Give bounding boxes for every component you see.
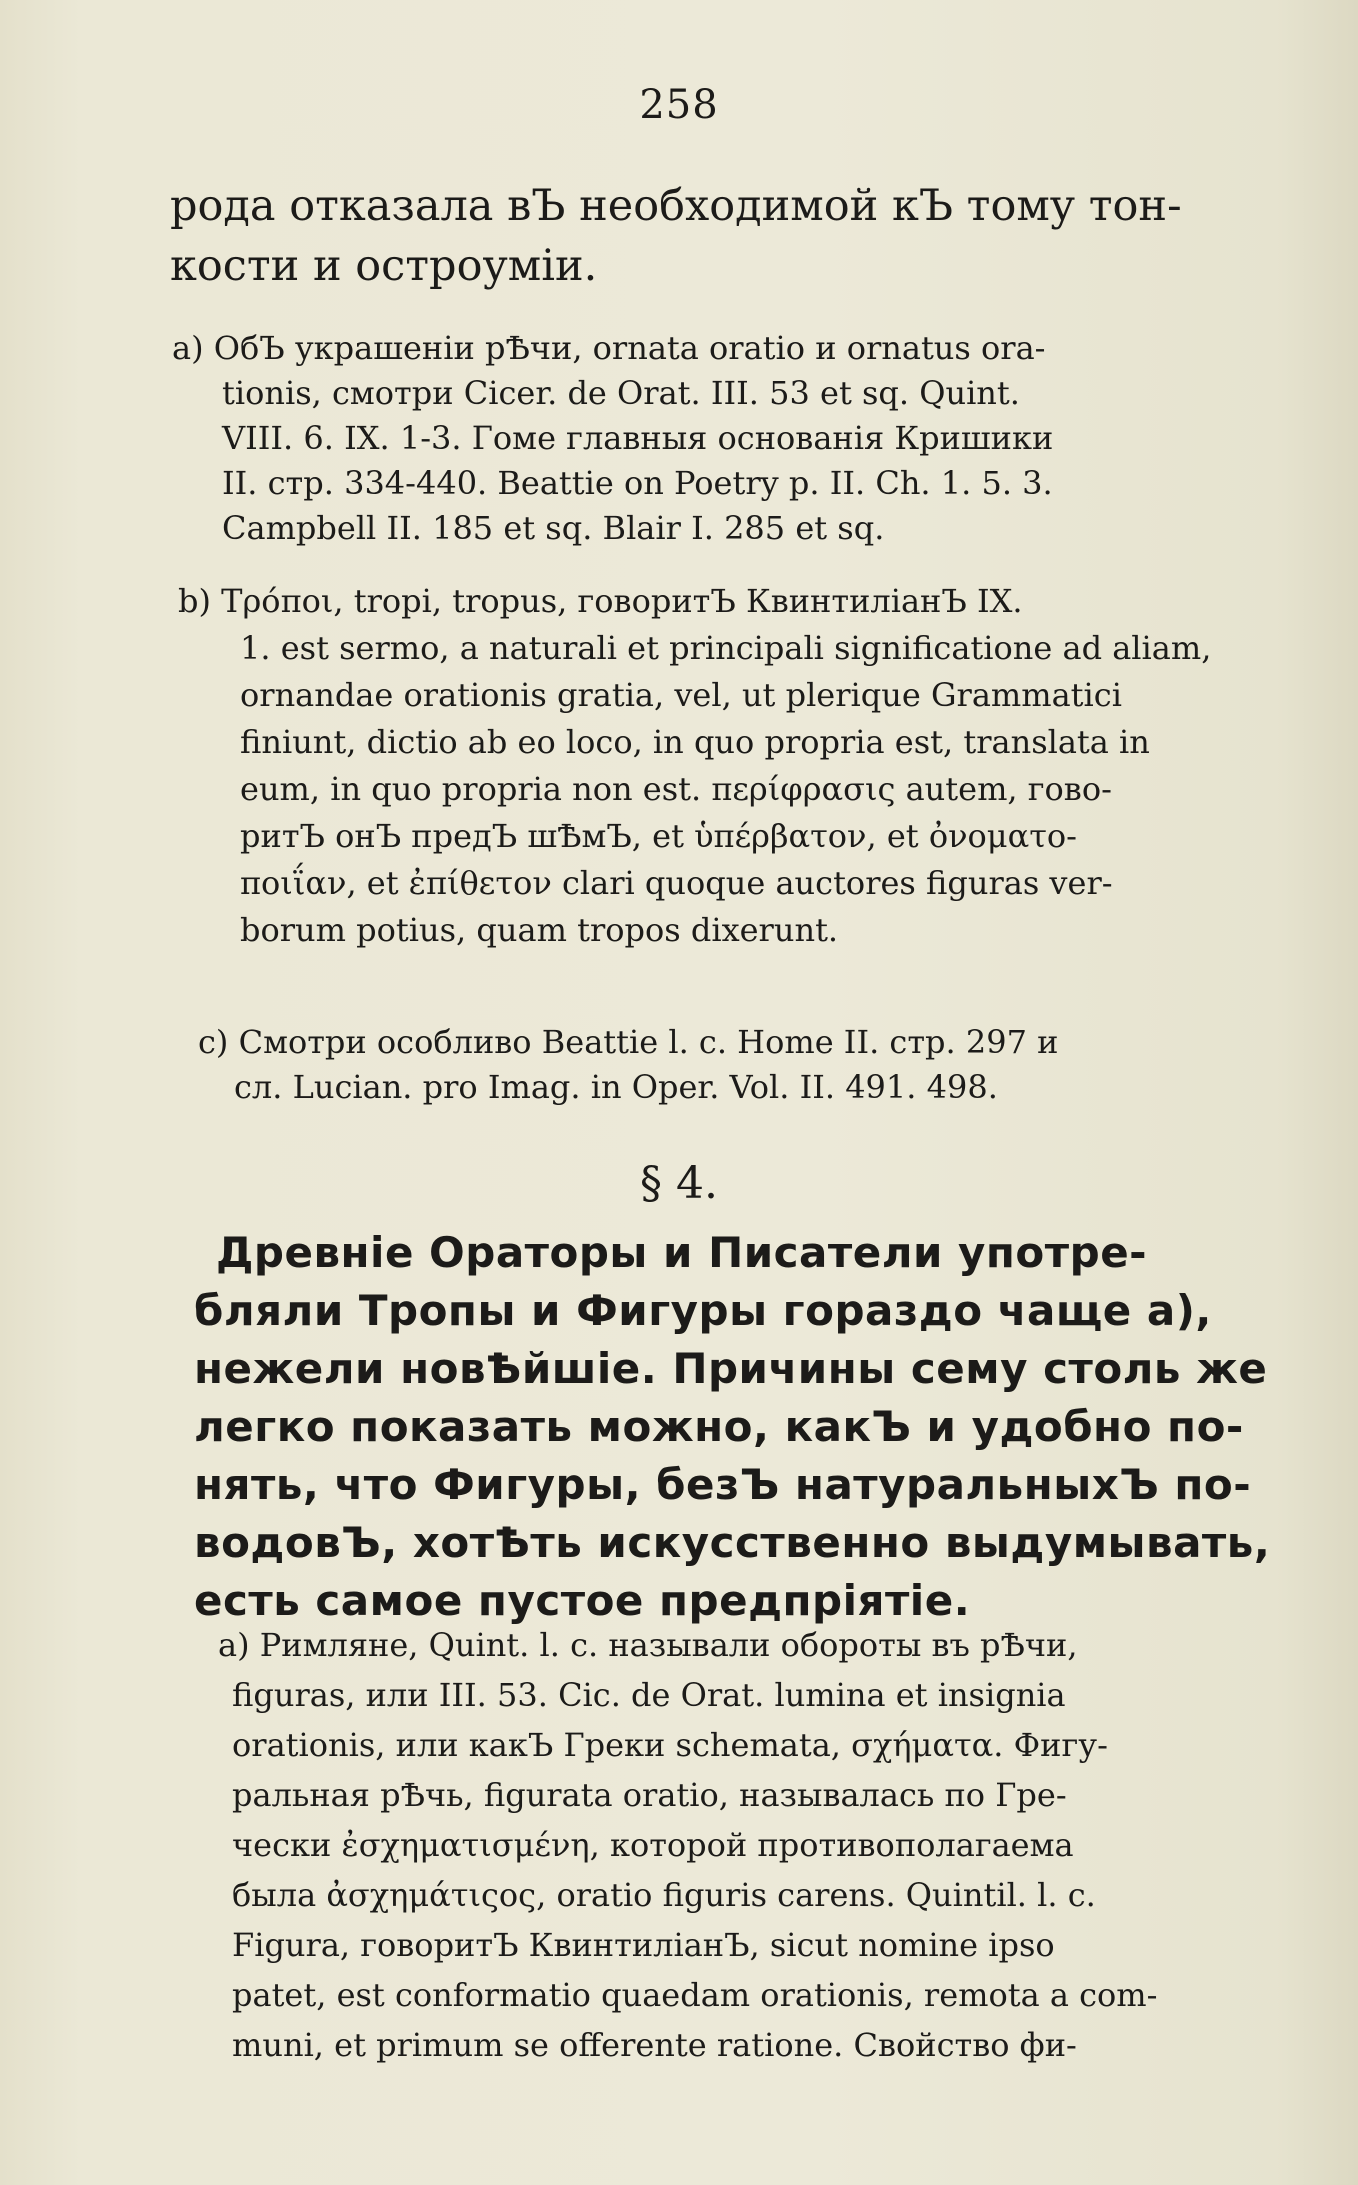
footnote-line: 1. est sermo, a naturali et principali significatione ad aliam, xyxy=(240,629,1212,667)
main-paragraph xyxy=(194,1224,1271,1630)
footnote-c xyxy=(198,1020,1058,1110)
footnote-line: чески ἐσχηματισμένη, которой противополагаема xyxy=(232,1826,1074,1864)
footnote-line: Campbell II. 185 et sq. Blair I. 285 et sq. xyxy=(222,509,885,547)
intro-text xyxy=(170,176,1182,296)
footnote-line: ральная рѢчь, figurata oratio, называлась по Гре- xyxy=(232,1776,1067,1814)
paragraph-line: есть самое пустое предпрiятiе. xyxy=(194,1576,971,1625)
footnote-line: orationis, или какЪ Греки schemata, σχήματα. Фигу- xyxy=(232,1726,1108,1764)
footnote-line: a) Римляне, Quint. l. c. называли обороты въ рѢчи, xyxy=(218,1626,1078,1664)
paragraph-line: нять, что Фигуры, безЪ натуральныхЪ по- xyxy=(194,1460,1252,1509)
footnote-line: a) ОбЪ украшенiи рѢчи, ornata oratio и ornatus ora- xyxy=(172,329,1046,367)
footnote-line: b) Τρόποι, tropi, tropus, говоритЪ КвинтилiанЪ IX. xyxy=(178,582,1023,620)
paragraph-line: водовЪ, хотѢть искусственно выдумывать, xyxy=(194,1518,1271,1567)
footnote-line: eum, in quo propria non est. περίφρασις autem, гово- xyxy=(240,770,1112,808)
footnote-line: сл. Lucian. pro Imag. in Oper. Vol. II. 491. 498. xyxy=(234,1068,998,1106)
footnote-line: patet, est conformatio quaedam orationis, remota a com- xyxy=(232,1976,1158,2014)
footnote-line: была ἀσχημάτιςος, oratio figuris carens. Quintil. l. c. xyxy=(232,1876,1096,1914)
footnote-b xyxy=(178,578,1211,954)
footnote-a xyxy=(172,326,1053,551)
footnote-line: VIII. 6. IX. 1-3. Гоме главныя основанiя Кришики xyxy=(222,419,1054,457)
footnote-line: II. стр. 334-440. Beattie on Poetry p. II. Ch. 1. 5. 3. xyxy=(222,464,1053,502)
paragraph-line: бляли Тропы и Фигуры гораздо чаще a), xyxy=(194,1286,1212,1335)
page-number: 258 xyxy=(639,82,719,128)
text-line: кости и остроумiи. xyxy=(170,241,598,291)
footnote-line: finiunt, dictio ab eo loco, in quo propria est, translata in xyxy=(240,723,1150,761)
paragraph-line: легко показать можно, какЪ и удобно по- xyxy=(194,1402,1244,1451)
footnote-line: figuras, или III. 53. Cic. de Orat. lumina et insignia xyxy=(232,1676,1066,1714)
paragraph-line: Древнiе Ораторы и Писатели употре- xyxy=(216,1228,1148,1277)
footnote-line: muni, et primum se offerente ratione. Свойство фи- xyxy=(232,2026,1077,2064)
footnote-line: c) Смотри особливо Beattie l. c. Home II. стр. 297 и xyxy=(198,1023,1059,1061)
footnote-line: Figura, говоритЪ КвинтилiанЪ, sicut nomine ipso xyxy=(232,1926,1055,1964)
footnote-line: ornandae orationis gratia, vel, ut plerique Grammatici xyxy=(240,676,1122,714)
footnote-line: tionis, смотри Cicer. de Orat. III. 53 et sq. Quint. xyxy=(222,374,1020,412)
paragraph-line: нежели новѢйшiе. Причины сему столь же xyxy=(194,1344,1268,1393)
footnote-a-section4 xyxy=(218,1620,1157,2070)
footnote-line: ритЪ онЪ предЪ шѢмЪ, et ὑπέρβατον, et ὀνοματο- xyxy=(240,817,1077,855)
footnote-line: borum potius, quam tropos dixerunt. xyxy=(240,911,839,949)
text-line: рода отказала вЪ необходимой кЪ тому тон- xyxy=(170,181,1182,231)
footnote-line: ποιΐαν, et ἐπίθετον clari quoque auctores figuras ver- xyxy=(240,864,1113,902)
section-heading: § 4. xyxy=(640,1158,718,1209)
